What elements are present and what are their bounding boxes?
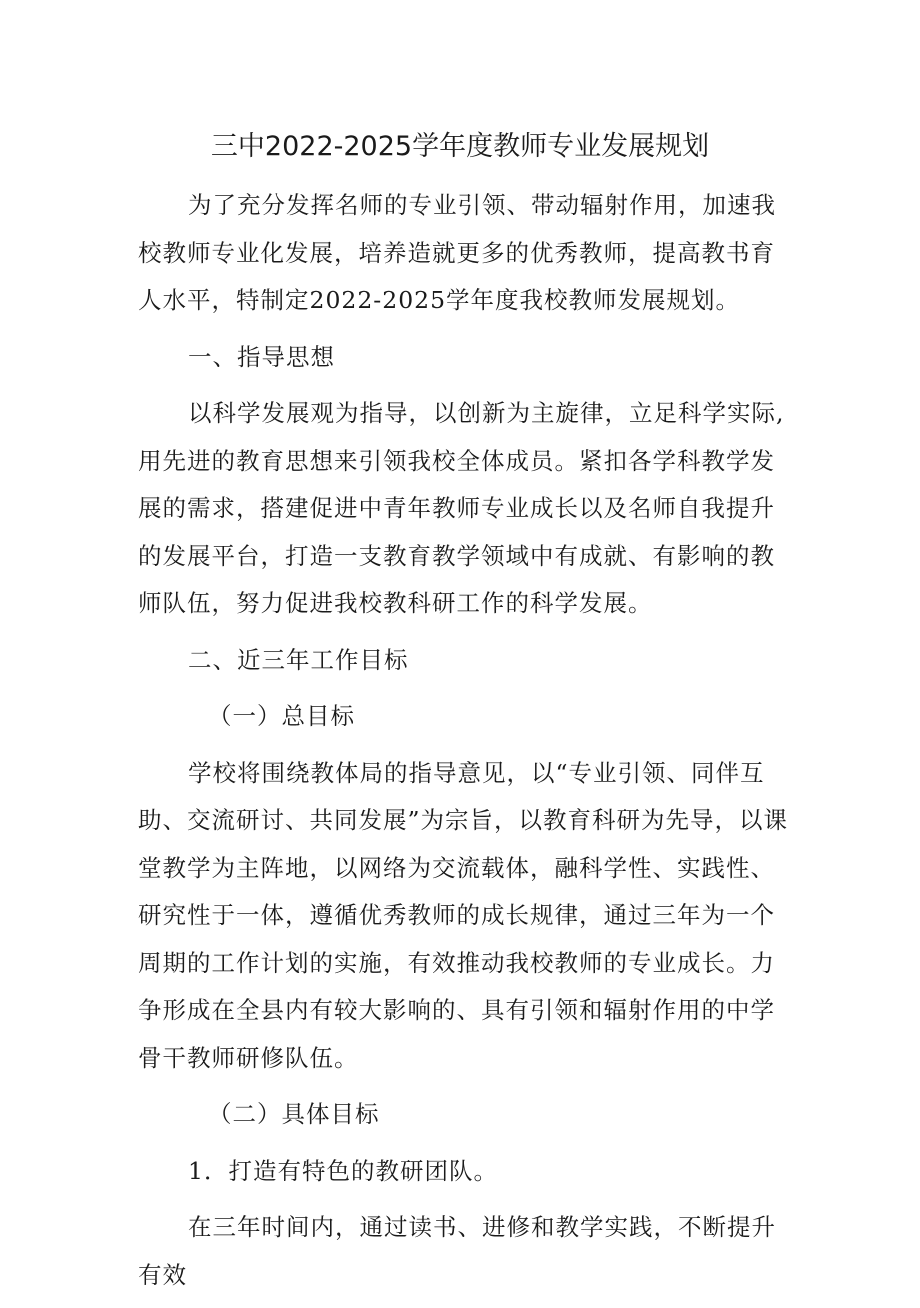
section-1-heading: 一、指导思想 — [188, 342, 335, 371]
document-title: 三中2022-2025学年度教师专业发展规划 — [210, 131, 710, 162]
intro-paragraph: 为了充分发挥名师的专业引领、带动辐射作用，加速我校教师专业化发展，培养造就更多的优秀教师，提高教书育人水平，特制定2022-2025学年度我校教师发展规划。 — [138, 191, 776, 314]
item-1-heading: 1．打造有特色的教研团队。 — [188, 1156, 498, 1185]
section-2-heading: 二、近三年工作目标 — [188, 645, 409, 674]
section-1-paragraph: 以科学发展观为指导，以创新为主旋律，立足科学实际,用先进的教育思想来引领我校全体成员。紧扣各学科教学发展的需求，搭建促进中青年教师专业成长以及名师自我提升的发展平台，打造一支教育教学领域中有成就、有影响的教师队伍，努力促进我校教科研工作的科学发展。 — [138, 399, 785, 617]
document-body — [138, 182, 798, 1308]
subsection-1-heading: （一）总目标 — [208, 702, 355, 730]
subsection-2-heading: （二）具体目标 — [208, 1100, 380, 1128]
subsection-1-paragraph: 学校将围绕教体局的指导意见，以“专业引领、同伴互助、交流研讨、共同发展”为宗旨，以教育科研为先导，以课堂教学为主阵地，以网络为交流载体，融科学性、实践性、研究性于一体，遵循优秀教师的成长规律，通过三年为一个周期的工作计划的实施，有效推动我校教师的专业成长。力争形成在全县内有较大影响的、具有引领和辐射作用的中学骨干教师研修队伍。 — [138, 758, 789, 1072]
item-1-paragraph: 在三年时间内，通过读书、进修和教学实践，不断提升有效 — [138, 1213, 776, 1289]
